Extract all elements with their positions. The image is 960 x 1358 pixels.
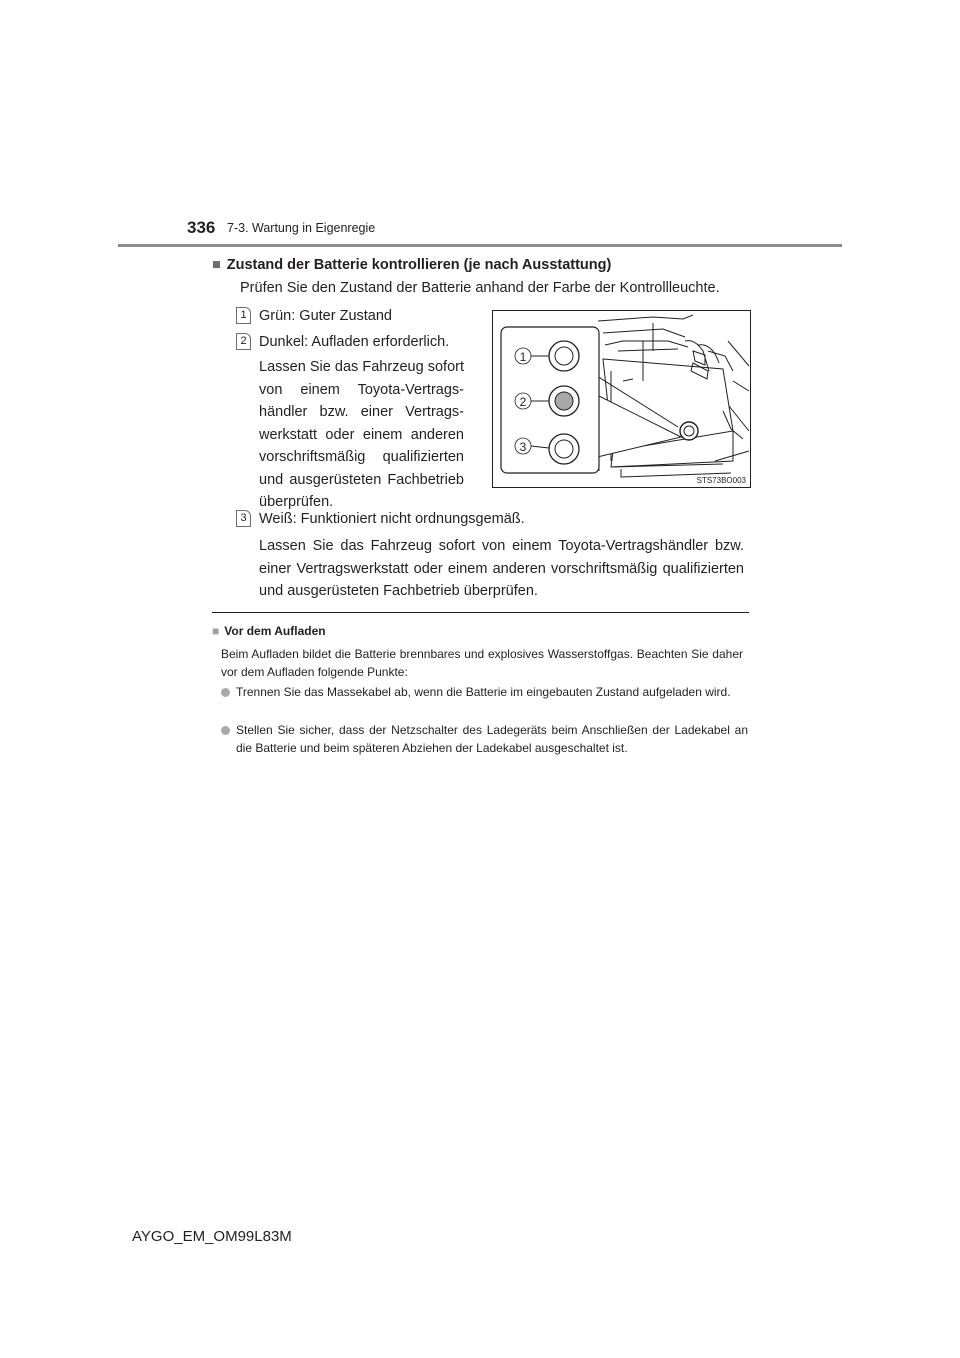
intro-text: Prüfen Sie den Zustand der Batterie anhand der Farbe der Kontrollleuchte. — [240, 280, 720, 296]
note-text: Beim Aufladen bildet die Batterie brennbares und explosives Wasserstoffgas. Beachten Sie daher vor dem Aufladen folgende Punkte: — [221, 647, 743, 679]
item-detail: Lassen Sie das Fahrzeug sofort von einem Toyota-Vertragshändler bzw. einer Vertragswerkstatt oder einem anderen vorschriftsmäßig qualifizierten und ausgerüsteten Fachbetrieb überprüfen. — [259, 538, 744, 599]
item-detail: Lassen Sie das Fahrzeug sofort von einem Toyota-Vertragshändler bzw. einer Vertragswerkstatt oder einem anderen vorschriftsmäßig qualifizierten und ausgerüsteten Fachbetrieb überprüfen. — [259, 359, 464, 510]
note-divider — [212, 612, 749, 613]
item-number-badge: 2 — [236, 333, 251, 350]
battery-indicator-figure — [492, 310, 751, 488]
note-heading-text: Vor dem Aufladen — [224, 624, 326, 638]
item-label: Dunkel: Aufladen erforderlich. — [259, 334, 450, 350]
page-number: 336 — [187, 218, 216, 237]
figure-label: 1 — [519, 350, 527, 364]
figure-label: 2 — [519, 395, 527, 409]
list-item — [221, 721, 748, 757]
header-rule — [118, 244, 842, 247]
bullet-icon — [221, 688, 230, 697]
item-number-badge: 1 — [236, 307, 251, 324]
bullet-icon — [221, 726, 230, 735]
note-heading — [212, 624, 326, 638]
bullet-text: Stellen Sie sicher, dass der Netzschalter des Ladegeräts beim Anschließen der Ladekabel an die Batterie und beim späteren Abziehen der Ladekabel ausgeschaltet ist. — [236, 723, 748, 755]
section-heading — [212, 257, 611, 273]
battery-illustration — [493, 311, 750, 487]
figure-code: STS73BO003 — [696, 476, 746, 485]
item-label: Weiß: Funktioniert nicht ordnungsgemäß. — [259, 511, 525, 527]
heading-square-icon: ■ — [212, 257, 221, 273]
heading-text: Zustand der Batterie kontrollieren (je nach Ausstattung) — [226, 257, 612, 273]
item-label: Grün: Guter Zustand — [259, 308, 392, 324]
section-title: 7-3. Wartung in Eigenregie — [227, 221, 376, 235]
item-number-badge: 3 — [236, 510, 251, 527]
list-item — [221, 683, 748, 701]
footer-code: AYGO_EM_OM99L83M — [132, 1228, 292, 1245]
note-square-icon: ■ — [212, 624, 220, 638]
bullet-text: Trennen Sie das Massekabel ab, wenn die Batterie im eingebauten Zustand aufgeladen wird. — [236, 685, 731, 699]
figure-label: 3 — [519, 440, 527, 454]
